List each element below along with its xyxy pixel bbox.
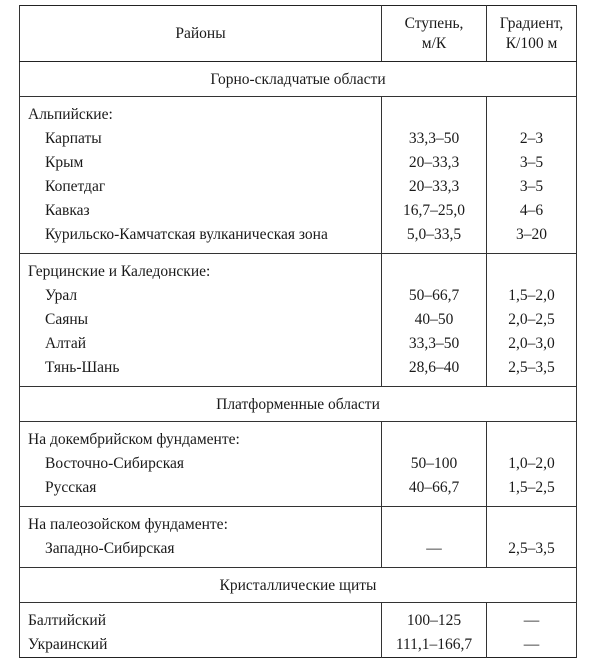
region-cell xyxy=(20,175,382,199)
gradient-value: 2,0–2,5 xyxy=(508,311,555,328)
gradient-value: 3–20 xyxy=(516,226,547,243)
step-value: 40–66,7 xyxy=(408,479,460,496)
table-row xyxy=(20,199,577,223)
group-label-row xyxy=(20,254,577,285)
region-name: Украинский xyxy=(28,636,108,653)
gradient-cell xyxy=(487,199,577,223)
region-name: Крым xyxy=(45,154,84,171)
gradient-value: 3–5 xyxy=(519,178,544,195)
section-title: Горно-складчатые области xyxy=(210,71,386,88)
group-label-cell xyxy=(20,254,382,285)
gradient-cell xyxy=(487,452,577,476)
header-gradient xyxy=(487,6,577,62)
gradient-value: 2,5–3,5 xyxy=(508,540,555,557)
gradient-cell xyxy=(487,603,577,634)
step-cell xyxy=(382,356,487,387)
region-name: Западно-Сибирская xyxy=(45,540,175,557)
section-heading xyxy=(20,387,577,422)
table-row xyxy=(20,356,577,387)
gradient-value: 2–3 xyxy=(519,130,544,147)
step-value: 100–125 xyxy=(406,612,462,629)
table-row xyxy=(20,127,577,151)
header-gradient-unit: К/100 м xyxy=(505,34,558,52)
step-cell xyxy=(382,308,487,332)
table-body xyxy=(20,62,577,658)
header-gradient-label: Градиент, xyxy=(499,14,564,32)
step-cell xyxy=(382,537,487,568)
region-cell xyxy=(20,476,382,507)
step-value: — xyxy=(426,540,442,557)
step-value: 16,7–25,0 xyxy=(403,202,465,219)
step-value: 20–33,3 xyxy=(408,178,460,195)
step-value: 111,1–166,7 xyxy=(395,636,473,653)
step-value: 33,3–50 xyxy=(408,130,460,147)
geothermal-table xyxy=(19,5,577,658)
step-cell xyxy=(382,199,487,223)
section-heading-row xyxy=(20,387,577,422)
region-cell xyxy=(20,151,382,175)
gradient-value: 1,5–2,0 xyxy=(508,287,555,304)
section-title: Платформенные области xyxy=(216,396,380,413)
region-cell xyxy=(20,308,382,332)
step-cell xyxy=(382,223,487,254)
region-cell xyxy=(20,199,382,223)
header-step-label: Ступень, xyxy=(404,14,464,32)
header-region xyxy=(20,6,382,62)
step-value: 28,6–40 xyxy=(408,359,460,376)
group-label: Альпийские: xyxy=(28,106,113,123)
step-cell xyxy=(382,332,487,356)
step-cell xyxy=(382,151,487,175)
step-value: 40–50 xyxy=(414,311,454,328)
gradient-cell xyxy=(487,254,577,285)
region-name: Алтай xyxy=(45,335,87,352)
region-cell xyxy=(20,452,382,476)
step-value: 5,0–33,5 xyxy=(406,226,462,243)
gradient-value: — xyxy=(523,636,540,653)
step-cell xyxy=(382,254,487,285)
region-name: Тянь-Шань xyxy=(45,359,120,376)
region-cell xyxy=(20,332,382,356)
section-heading-row xyxy=(20,568,577,603)
table-row xyxy=(20,537,577,568)
gradient-value: 2,0–3,0 xyxy=(508,335,555,352)
region-name: Восточно-Сибирская xyxy=(45,455,185,472)
section-heading-row xyxy=(20,62,577,97)
table-row xyxy=(20,308,577,332)
gradient-value: 1,0–2,0 xyxy=(508,455,555,472)
gradient-value: 2,5–3,5 xyxy=(508,359,555,376)
gradient-value: 4–6 xyxy=(519,202,544,219)
table-row xyxy=(20,151,577,175)
group-label-cell xyxy=(20,422,382,453)
group-label-cell xyxy=(20,97,382,128)
group-label-row xyxy=(20,507,577,538)
group-label: На докембрийском фундаменте: xyxy=(28,431,240,448)
group-label-row xyxy=(20,422,577,453)
table-row xyxy=(20,223,577,254)
gradient-cell xyxy=(487,356,577,387)
region-name: Балтийский xyxy=(28,612,107,629)
region-name: Русская xyxy=(45,479,97,496)
header-step-unit: м/К xyxy=(421,34,447,52)
group-label: Герцинские и Каледонские: xyxy=(28,263,211,280)
region-name: Курильско-Камчатская вулканическая зона xyxy=(45,226,328,243)
gradient-cell xyxy=(487,284,577,308)
region-name: Копетдаг xyxy=(45,178,106,195)
region-cell xyxy=(20,356,382,387)
gradient-cell xyxy=(487,476,577,507)
table-row xyxy=(20,284,577,308)
gradient-cell xyxy=(487,507,577,538)
step-cell xyxy=(382,422,487,453)
step-value: 33,3–50 xyxy=(408,335,460,352)
header-region-label: Районы xyxy=(175,24,226,42)
region-name: Кавказ xyxy=(45,202,90,219)
region-cell xyxy=(20,127,382,151)
region-name: Саяны xyxy=(45,311,89,328)
section-heading xyxy=(20,62,577,97)
header-step xyxy=(382,6,487,62)
gradient-cell xyxy=(487,97,577,128)
section-heading xyxy=(20,568,577,603)
gradient-value: — xyxy=(523,612,540,629)
group-label-row xyxy=(20,97,577,128)
step-value: 20–33,3 xyxy=(408,154,460,171)
gradient-cell xyxy=(487,223,577,254)
region-cell xyxy=(20,537,382,568)
gradient-cell xyxy=(487,332,577,356)
step-value: 50–100 xyxy=(410,455,458,472)
region-name: Карпаты xyxy=(45,130,102,147)
gradient-cell xyxy=(487,151,577,175)
section-title: Кристаллические щиты xyxy=(219,577,377,594)
gradient-cell xyxy=(487,633,577,658)
gradient-cell xyxy=(487,175,577,199)
region-cell xyxy=(20,284,382,308)
gradient-cell xyxy=(487,422,577,453)
table-row xyxy=(20,452,577,476)
step-cell xyxy=(382,175,487,199)
step-cell xyxy=(382,476,487,507)
region-cell xyxy=(20,223,382,254)
gradient-cell xyxy=(487,127,577,151)
table-row xyxy=(20,175,577,199)
table-row xyxy=(20,476,577,507)
group-label: На палеозойском фундаменте: xyxy=(28,516,228,533)
step-cell xyxy=(382,452,487,476)
region-cell xyxy=(20,603,382,634)
table-row xyxy=(20,633,577,658)
step-cell xyxy=(382,603,487,634)
gradient-cell xyxy=(487,308,577,332)
gradient-value: 1,5–2,5 xyxy=(508,479,555,496)
gradient-value: 3–5 xyxy=(519,154,544,171)
region-name: Урал xyxy=(45,287,78,304)
step-cell xyxy=(382,127,487,151)
region-cell xyxy=(20,633,382,658)
table-row xyxy=(20,603,577,634)
table-row xyxy=(20,332,577,356)
step-value: 50–66,7 xyxy=(408,287,460,304)
step-cell xyxy=(382,507,487,538)
step-cell xyxy=(382,633,487,658)
step-cell xyxy=(382,97,487,128)
gradient-cell xyxy=(487,537,577,568)
step-cell xyxy=(382,284,487,308)
table-header xyxy=(20,6,577,62)
group-label-cell xyxy=(20,507,382,538)
